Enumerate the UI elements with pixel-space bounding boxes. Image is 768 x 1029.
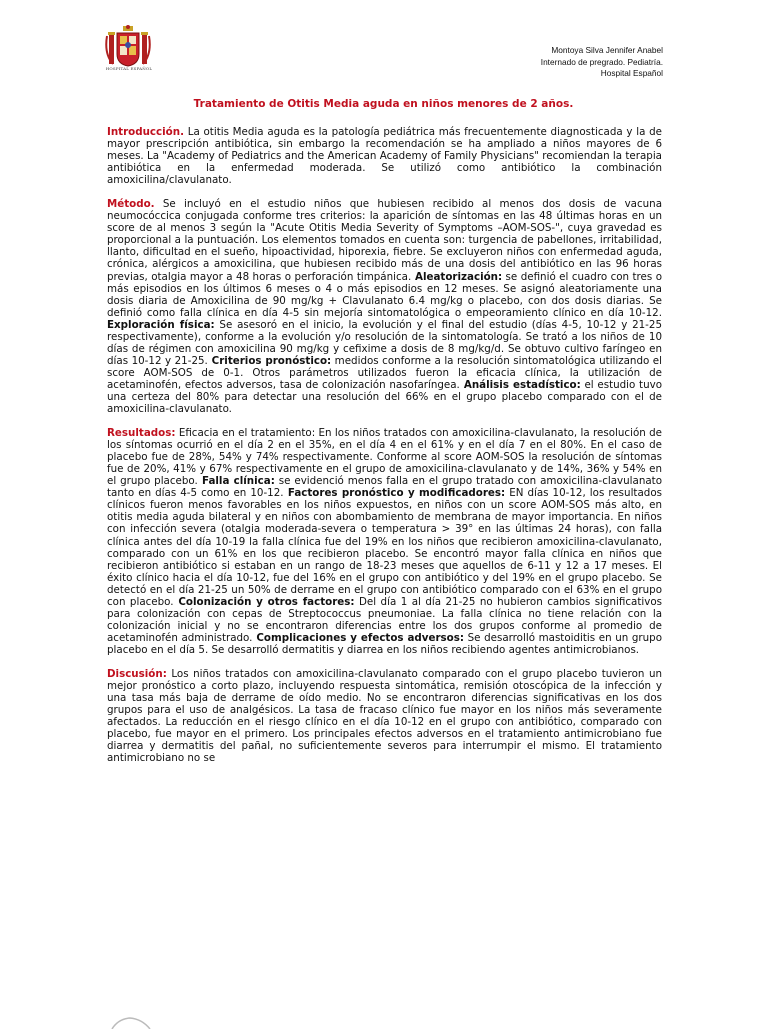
author-block — [541, 45, 663, 80]
statistical-analysis-text: el estudio tuvo una certeza del 80% para detectar una resolución del 66% en el grupo placebo comparado con el de amoxicilina-clavulanato. — [107, 378, 662, 416]
statistical-analysis-subheading: Análisis estadístico: — [459, 378, 581, 391]
discussion-paragraph — [107, 668, 662, 764]
results-paragraph — [107, 427, 662, 656]
next-page-logo-fragment — [108, 1015, 154, 1029]
hospital-coat-of-arms-logo — [103, 24, 153, 80]
discussion-heading: Discusión: — [107, 667, 167, 680]
document-body — [107, 126, 662, 776]
prognostic-factors-subheading: Factores pronóstico y modificadores: — [283, 487, 506, 500]
clinical-failure-subheading: Falla clínica: — [197, 475, 275, 488]
colonization-text: Del día 1 al día 21-25 no hubieron cambios significativos para colonización con cepas de Streptococcus pneumoniae. La falla clínica no tiene relación con la colonización inicial y no se encontraron diferencias entre los dos grupos conforme al promedio de acetaminofén administrado. — [107, 595, 662, 644]
introduction-heading: Introducción. — [107, 126, 184, 138]
physical-exam-subheading: Exploración física: — [107, 318, 215, 331]
physical-exam-text: Se asesoró en el inicio, la evolución y el final del estudio (días 4-5, 10-12 y 21-25 respectivamente), conforme a la evolución y/o resolución de la sintomatología. Se trató a los niños de 10 días de régimen con amoxicilina 90 mg/kg y cefixime a dosis de 8 mg/kg/d. Se obtuvo cultivo faríngeo en días 10-12 y 21-25. — [107, 318, 662, 367]
complications-text: Se desarrolló mastoiditis en un grupo placebo en el día 5. Se desarrolló dermatitis y diarrea en los niños recibiendo agentes antimicrobianos. — [107, 631, 662, 656]
randomization-text: se definió el cuadro con tres o más episodios en los últimos 6 meses o 4 o más episodios en 12 meses. Se asignó aleatoriamente una dosis diaria de Amoxicilina de 90 mg/kg + Clavulanato 6.4 mg/kg o placebo, con dos dosis diarias. Se definió como falla clínica en día 4-5 sin mejoría sintomatológica o empeoramiento clínico en día 10-12. — [107, 270, 662, 319]
clinical-failure-text: se evidenció menos falla en el grupo tratado con amoxicilina-clavulanato tanto en días 4-5 como en 10-12. — [107, 475, 662, 500]
prognostic-criteria-subheading: Criterios pronóstico: — [207, 354, 332, 367]
introduction-text: La otitis Media aguda es la patología pediátrica más frecuentemente diagnosticada y la de mayor prescripción antibiótica, sin embargo la recomendación se ha ampliado a niños mayores de 6 meses. La "Academy of Pediatrics and the American Academy of Family Physicians" recomiendan la terapia antibiótica en la enfermedad moderada. Se utilizó como antibiótico la combinación amoxicilina/clavulanato. — [107, 126, 662, 187]
discussion-text: Los niños tratados con amoxicilina-clavulanato comparado con el grupo placebo tuvieron un mejor pronóstico a corto plazo, incluyendo respuesta sintomática, remisión otoscópica de la infección y una tasa más baja de derrame de oído medio. No se encontraron diferencias significativas en los dos grupos para el uso de analgésicos. La tasa de fracaso clínico fue mayor en los niños más severamente afectados. La reducción en el riesgo clínico en el día 10-12 en el grupo con antibiótico, comparado con placebo, fue mayor en el primero. Los principales efectos adversos en el tratamiento antimicrobiano fue diarrea y dermatitis del pañal, no suficientemente severos para interrumpir el mismo. El tratamiento antimicrobiano no se — [107, 667, 662, 765]
author-role: Internado de pregrado. Pediatría. — [540, 56, 663, 67]
colonization-subheading: Colonización y otros factores: — [173, 595, 355, 608]
randomization-subheading: Aleatorización: — [411, 270, 503, 283]
logo-caption: HOSPITAL ESPAÑOL — [105, 66, 153, 71]
prognostic-criteria-text: medidos conforme a la resolución sintomatológica utilizando el score AOM-SOS de 0-1. Otros parámetros utilizados fueron la eficacia clínica, la utilización de acetaminofén, efectos adversos, tasa de colonización nasofaríngea. — [107, 354, 662, 391]
results-heading: Resultados: — [107, 427, 176, 440]
document-title: Tratamiento de Otitis Media aguda en niños menores de 2 años. — [193, 98, 574, 110]
efficacy-text: Eficacia en el tratamiento: En los niños tratados con amoxicilina-clavulanato, la resolución de los síntomas ocurrió en el día 2 en el 35%, en el día 4 en el 61% y en el día 7 en el 80%. En el caso de placebo fue de 28%, 54% y 74% respectivamente. Conforme al score AOM-SOS la resolución de síntomas fue de 20%, 41% y 67% respectivamente en el grupo de amoxicilina-clavulanato y de 14%, 36% y 54% en el grupo placebo. — [107, 427, 662, 488]
prognostic-factors-text: EN días 10-12, los resultados clínicos fueron menos favorables en los niños expuestos, en niños con un score AOM-SOS más alto, en otitis media aguda bilateral y en niños con abombamiento de membrana de mayor importancia. En niños con infección severa (otalgia moderada-severa o temperatura > 39° en las últimas 24 horas), con falla clínica antes del día 10-19 la falla clínica fue del 19% en los niños que recibieron amoxicilina-clavulanato, comparado con un 61% en los que recibieron placebo. Se encontró mayor falla clínica en niños que recibieron antibiótico si estaban en un rango de 18-23 meses que aquellos de 6-11 y 12 a 17 meses. El éxito clínico hacia el día 10-12, fue del 16% en el grupo con antibiótico y del 19% en el grupo placebo. Se detectó en el día 21-25 un 50% de derrame en el grupo con antibiótico comparado con el 63% en el grupo con placebo. — [107, 487, 662, 608]
complications-subheading: Complicaciones y efectos adversos: — [252, 631, 465, 644]
author-hospital: Hospital Español — [600, 68, 663, 78]
introduction-paragraph — [107, 126, 662, 186]
method-paragraph — [107, 198, 662, 415]
method-heading: Método. — [107, 198, 155, 211]
method-text: Se incluyó en el estudio niños que hubiesen recibido al menos dos dosis de vacuna neumocóccica conjugada conforme tres criterios: la aparición de síntomas en las 48 últimas horas en un score de al menos 3 según la "Acute Otitis Media Severity of Symptoms –AOM-SOS-", cuya gravedad es proporcional a la puntuación. Los elementos tomados en cuenta son: turgencia de pabellones, irritabilidad, llanto, dificultad en el sueño, hipoactividad, hiporexia, fiebre. Se excluyeron niños con enfermedad aguda, crónica, alérgicos a amoxicilina, que hubiesen recibido más de una dosis del antibiótico en las 96 horas previas, otalgia mayor a 48 horas o perforación timpánica. — [107, 198, 662, 283]
author-name: Montoya Silva Jennifer Anabel — [551, 45, 663, 55]
